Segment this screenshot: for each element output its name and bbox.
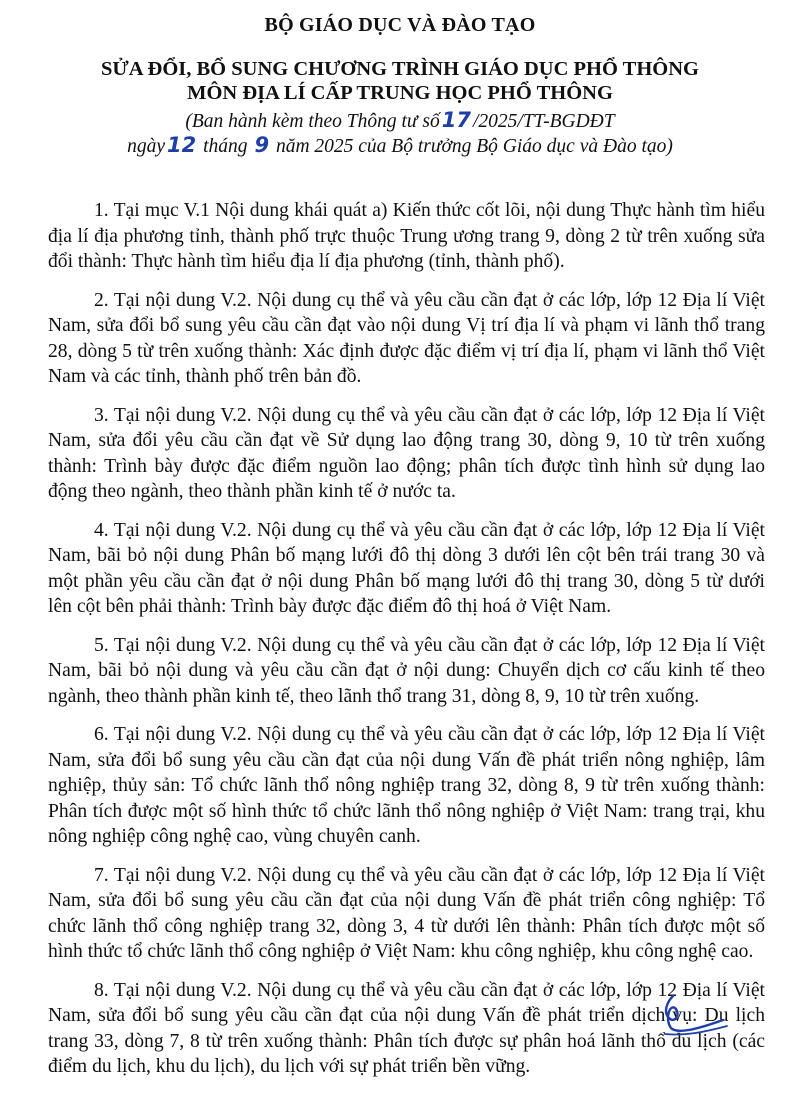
amendment-item-5: 5. Tại nội dung V.2. Nội dung cụ thể và yêu cầu cần đạt ở các lớp, lớp 12 Địa lí Việt Nam, bãi bỏ nội dung và yêu cầu cần đạt ở nội dung: Chuyển dịch cơ cấu kinh tế theo ngành, theo thành phần kinh tế, theo lãnh thổ trang 31, dòng 8, 9, 10 từ trên xuống. — [48, 634, 765, 707]
amendment-item-6: 6. Tại nội dung V.2. Nội dung cụ thể và yêu cầu cần đạt ở các lớp, lớp 12 Địa lí Việt Nam, sửa đổi bổ sung yêu cầu cần đạt của nội dung Vấn đề phát triển nông nghiệp, lâm nghiệp, thủy sản: Tổ chức lãnh thổ nông nghiệp trang 32, dòng 8, 9 từ trên xuống thành: Phân tích được một số hình thức tổ chức lãnh thổ nông nghiệp ở Việt Nam: trang trại, khu nông nghiệp công nghệ cao, vùng chuyên canh. — [48, 724, 765, 847]
issued-prefix: (Ban hành kèm theo Thông tư số — [185, 111, 440, 132]
circular-number: 17 — [441, 108, 471, 132]
ministry-heading: BỘ GIÁO DỤC VÀ ĐÀO TẠO — [264, 14, 536, 36]
amendment-item-2: 2. Tại nội dung V.2. Nội dung cụ thể và yêu cầu cần đạt ở các lớp, lớp 12 Địa lí Việt Nam, sửa đổi bổ sung yêu cầu cần đạt vào nội dung Vị trí địa lí và phạm vi lãnh thổ trang 28, dòng 5 từ trên xuống thành: Xác định được đặc điểm vị trí địa lí, phạm vi lãnh thổ Việt Nam và các tỉnh, thành phố trên bản đồ. — [48, 289, 765, 387]
issue-day: 12 — [167, 133, 197, 157]
amendment-item-4: 4. Tại nội dung V.2. Nội dung cụ thể và yêu cầu cần đạt ở các lớp, lớp 12 Địa lí Việt Nam, bãi bỏ nội dung Phân bố mạng lưới đô thị dòng 3 dưới lên cột bên trái trang 30 và một phần yêu cầu cần đạt ở nội dung Phân bố mạng lưới đô thị trang 30, dòng 5 từ dưới lên cột bên phải thành: Trình bày được đặc điểm đô thị hoá ở Việt Nam. — [48, 519, 765, 617]
document-title-line2: MÔN ĐỊA LÍ CẤP TRUNG HỌC PHỔ THÔNG — [187, 82, 613, 104]
issuance-line — [0, 108, 800, 133]
issue-month: 9 — [254, 133, 270, 157]
initial-signature — [655, 990, 735, 1040]
document-body — [48, 198, 765, 1093]
date-suffix: năm 2025 của Bộ trưởng Bộ Giáo dục và Đào tạo) — [271, 136, 673, 157]
amendment-item-7: 7. Tại nội dung V.2. Nội dung cụ thể và yêu cầu cần đạt ở các lớp, lớp 12 Địa lí Việt Nam, sửa đổi bổ sung yêu cầu cần đạt của nội dung Vấn đề phát triển công nghiệp: Tổ chức lãnh thổ công nghiệp trang 32, dòng 3, 4 từ dưới lên thành: Phân tích được một số hình thức tổ chức lãnh thổ công nghiệp ở Việt Nam: khu công nghiệp, khu công nghệ cao. — [48, 864, 765, 962]
amendment-item-8: 8. Tại nội dung V.2. Nội dung cụ thể và yêu cầu cần đạt ở các lớp, lớp 12 Địa lí Việt Nam, sửa đổi bổ sung yêu cầu cần đạt của nội dung Vấn đề phát triển dịch vụ: Du lịch trang 33, dòng 7, 8 từ trên xuống thành: Phân tích được sự phân hoá lãnh thổ du lịch (các điểm du lịch, khu du lịch), du lịch với sự phát triển bền vững. — [48, 979, 765, 1077]
issued-suffix: /2025/TT-BGDĐT — [473, 111, 615, 132]
date-prefix: ngày — [127, 136, 166, 157]
amendment-item-1: 1. Tại mục V.1 Nội dung khái quát a) Kiến thức cốt lõi, nội dung Thực hành tìm hiểu địa lí địa phương tỉnh, thành phố trực thuộc Trung ương trang 9, dòng 2 từ trên xuống sửa đổi thành: Thực hành tìm hiểu địa lí địa phương (tỉnh, thành phố). — [48, 200, 765, 272]
amendment-item-3: 3. Tại nội dung V.2. Nội dung cụ thể và yêu cầu cần đạt ở các lớp, lớp 12 Địa lí Việt Nam, sửa đổi yêu cầu cần đạt về Sử dụng lao động trang 30, dòng 9, 10 từ trên xuống thành: Trình bày được đặc điểm nguồn lao động; phân tích được tình hình sử dụng lao động theo ngành, theo thành phần kinh tế ở nước ta. — [48, 404, 765, 502]
month-label: tháng — [198, 136, 253, 157]
issuance-date-line — [0, 133, 800, 158]
document-title-line1: SỬA ĐỔI, BỔ SUNG CHƯƠNG TRÌNH GIÁO DỤC PHỔ THÔNG — [101, 58, 699, 80]
